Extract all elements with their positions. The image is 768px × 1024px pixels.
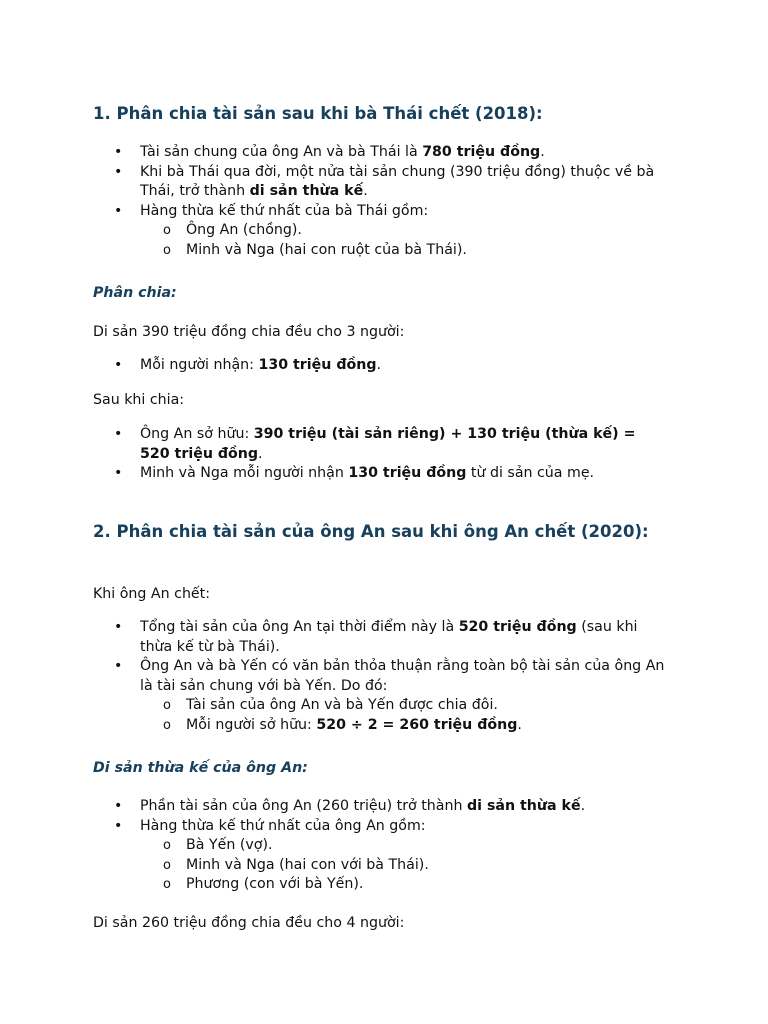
bullet-icon: • xyxy=(114,202,123,219)
bold-text: 520 triệu đồng xyxy=(458,619,577,635)
bold-text: 130 triệu đồng xyxy=(348,465,467,482)
list-item xyxy=(0,202,665,222)
text: Phương (con với bà Yến). xyxy=(186,876,364,893)
text: Mỗi người sở hữu: xyxy=(186,716,317,733)
text: Minh và Nga (hai con với bà Thái). xyxy=(186,856,429,873)
text: Ông An sở hữu: xyxy=(140,426,254,442)
text: Tài sản chung của ông An và bà Thái là xyxy=(140,144,423,160)
sub-list-item xyxy=(0,696,666,716)
list-item xyxy=(0,425,665,464)
text: Hàng thừa kế thứ nhất của ông An gồm: xyxy=(140,817,426,834)
sub-bullet-icon: o xyxy=(163,877,171,893)
section-2-subheading: Di sản thừa kế của ông An: xyxy=(93,760,308,776)
text: . xyxy=(376,357,382,373)
text: Tổng tài sản của ông An tại thời điểm này là xyxy=(140,619,459,635)
list-item xyxy=(0,657,665,696)
text: . xyxy=(540,144,545,160)
bullet-icon: • xyxy=(114,426,123,442)
list-item xyxy=(0,356,665,376)
sub-bullet-icon: o xyxy=(163,838,171,854)
sub-list-item xyxy=(0,856,666,876)
sub-bullet-icon: o xyxy=(163,857,171,873)
text: Hàng thừa kế thứ nhất của bà Thái gồm: xyxy=(140,202,429,219)
bold-text: di sản thừa kế xyxy=(249,183,364,200)
paragraph: Di sản 390 triệu đồng chia đều cho 3 người: xyxy=(93,324,405,340)
list-item xyxy=(0,817,665,837)
bullet-icon: • xyxy=(114,619,123,635)
bullet-icon: • xyxy=(114,357,123,373)
bold-text: 520 ÷ 2 = 260 triệu đồng xyxy=(316,716,518,733)
sub-list-item xyxy=(0,241,666,261)
section-1-heading: 1. Phân chia tài sản sau khi bà Thái chết (2018): xyxy=(93,104,543,123)
list-item xyxy=(0,163,665,202)
text: Mỗi người nhận: xyxy=(140,357,259,373)
text: . xyxy=(363,183,368,200)
sub-list-item xyxy=(0,836,666,856)
sub-bullet-icon: o xyxy=(163,698,171,714)
text: từ di sản của mẹ. xyxy=(466,465,595,482)
list-item xyxy=(0,143,665,163)
bullet-icon: • xyxy=(114,144,123,160)
bold-text: 780 triệu đồng xyxy=(422,144,541,160)
bullet-icon: • xyxy=(114,817,123,834)
after-division-list xyxy=(0,425,665,484)
list-item xyxy=(0,618,665,657)
text: . xyxy=(258,445,263,462)
text: Khi bà Thái qua đời, một nửa tài sản chung (390 triệu đồng) thuộc về bà Thái, trở thành xyxy=(140,163,655,200)
list-item xyxy=(0,464,665,484)
text: Bà Yến (vợ). xyxy=(186,837,273,854)
bold-text: di sản thừa kế xyxy=(467,798,581,814)
bold-text: 390 triệu (tài sản riêng) + 130 triệu (thừa kế) = 520 triệu đồng xyxy=(140,426,636,462)
each-share-list xyxy=(0,356,665,376)
sub-bullet-icon: o xyxy=(163,242,171,258)
text: Tài sản của ông An và bà Yến được chia đôi. xyxy=(186,697,498,714)
section-2-heading: 2. Phân chia tài sản của ông An sau khi ông An chết (2020): xyxy=(93,522,649,541)
sub-bullet-icon: o xyxy=(163,223,171,239)
text: Phần tài sản của ông An (260 triệu) trở thành xyxy=(140,798,467,814)
bullet-icon: • xyxy=(114,798,123,814)
section-1-bullet-list xyxy=(0,143,666,261)
bullet-icon: • xyxy=(114,163,123,180)
text: Minh và Nga mỗi người nhận xyxy=(140,465,349,482)
section-1-subheading: Phân chia: xyxy=(93,285,177,301)
sub-list-item xyxy=(0,875,666,895)
paragraph: Sau khi chia: xyxy=(93,392,185,408)
text: Ông An (chồng). xyxy=(186,222,302,239)
bold-text: 130 triệu đồng xyxy=(258,357,377,373)
bullet-icon: • xyxy=(114,658,123,675)
text: . xyxy=(517,716,522,733)
heir-list xyxy=(0,797,666,895)
text: . xyxy=(580,798,586,814)
list-item xyxy=(0,797,665,817)
section-2-bullet-list xyxy=(0,618,666,736)
text: (sau khi thừa kế từ bà Thái). xyxy=(140,619,638,655)
paragraph: Di sản 260 triệu đồng chia đều cho 4 người: xyxy=(93,915,405,931)
bullet-icon: • xyxy=(114,465,123,482)
sub-bullet-icon: o xyxy=(163,717,171,733)
text: Minh và Nga (hai con ruột của bà Thái). xyxy=(186,241,467,258)
sub-list-item xyxy=(0,221,666,241)
text: Ông An và bà Yến có văn bản thỏa thuận rằng toàn bộ tài sản của ông An là tài sản chung với bà Yến. Do đó: xyxy=(140,658,665,694)
paragraph: Khi ông An chết: xyxy=(93,586,211,602)
sub-list-item xyxy=(0,716,666,736)
